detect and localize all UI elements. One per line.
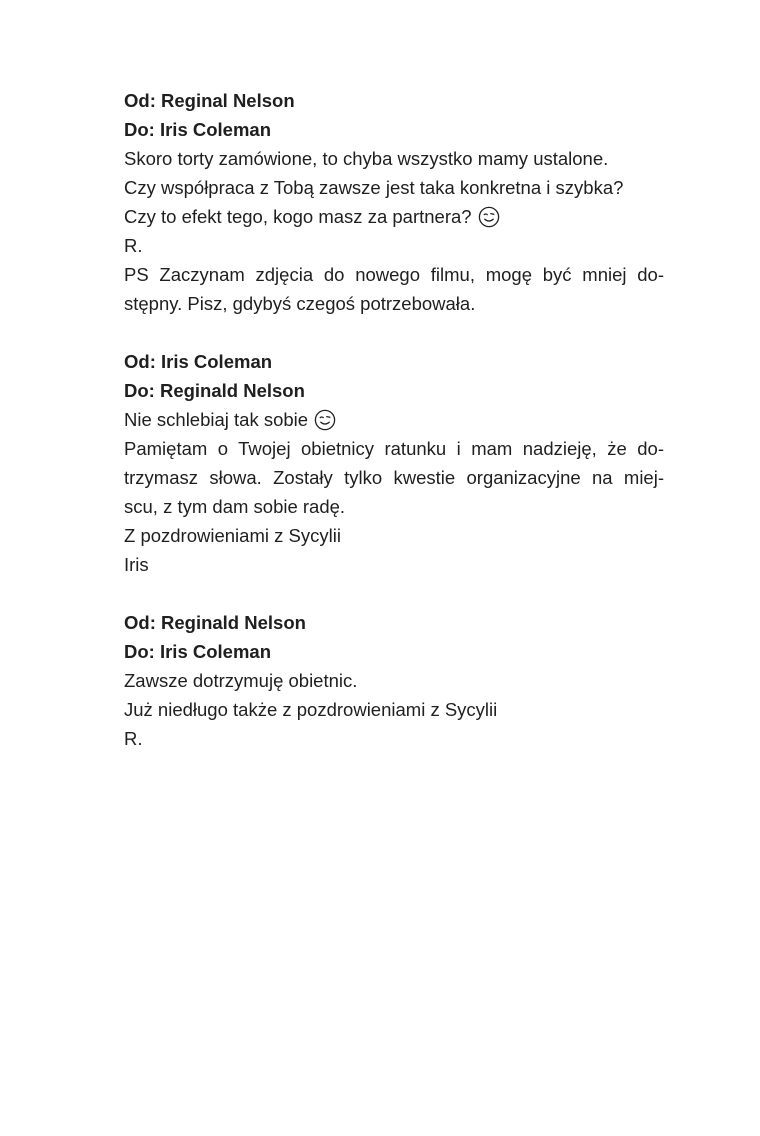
email-body-line: Już niedługo także z pozdrowieniami z Sycylii xyxy=(124,699,498,720)
email-signature: Iris xyxy=(124,554,149,575)
email-body-line: PS Zaczynam zdjęcia do nowego filmu, mogę być mniej do- xyxy=(124,264,664,285)
document-page xyxy=(124,86,664,782)
email-body-line: Skoro torty zamówione, to chyba wszystko mamy ustalone. xyxy=(124,148,609,169)
email-to: Do: Iris Coleman xyxy=(124,119,271,140)
winking-face-icon xyxy=(314,409,336,431)
email-to: Do: Reginald Nelson xyxy=(124,380,305,401)
email-signature: R. xyxy=(124,728,143,749)
email-body-line: Pamiętam o Twojej obietnicy ratunku i mam nadzieję, że do- xyxy=(124,438,664,459)
email-message-2 xyxy=(124,347,664,579)
email-body-line: Z pozdrowieniami z Sycylii xyxy=(124,525,341,546)
email-message-3 xyxy=(124,608,664,753)
email-message-1 xyxy=(124,86,664,318)
email-body-line: Zawsze dotrzymuję obietnic. xyxy=(124,670,358,691)
email-from: Od: Reginald Nelson xyxy=(124,612,306,633)
email-signature: R. xyxy=(124,235,143,256)
email-from: Od: Iris Coleman xyxy=(124,351,273,372)
email-body-line: scu, z tym dam sobie radę. xyxy=(124,496,346,517)
email-body-line-with-emoji xyxy=(124,405,664,434)
email-body-text: Nie schlebiaj tak sobie xyxy=(124,409,309,430)
winking-face-icon xyxy=(478,206,500,228)
email-body-text: Czy to efekt tego, kogo masz za partnera? xyxy=(124,206,472,227)
email-to: Do: Iris Coleman xyxy=(124,641,271,662)
email-body-line: trzymasz słowa. Zostały tylko kwestie organizacyjne na miej- xyxy=(124,467,664,488)
email-body-line-with-emoji xyxy=(124,202,664,231)
email-body-line: stępny. Pisz, gdybyś czegoś potrzebowała. xyxy=(124,293,476,314)
email-from: Od: Reginal Nelson xyxy=(124,90,295,111)
email-body-line: Czy współpraca z Tobą zawsze jest taka konkretna i szybka? xyxy=(124,177,624,198)
